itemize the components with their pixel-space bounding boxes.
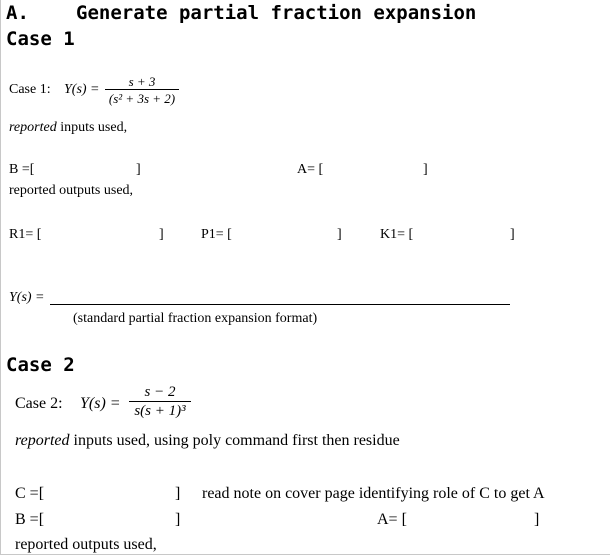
ys-answer-line (50, 304, 510, 305)
case1-numerator: s + 3 (128, 74, 156, 89)
case1-fraction (104, 74, 180, 107)
case1-label: Case 1: (9, 82, 51, 97)
k1-field: K1= [ (380, 227, 414, 242)
case2-heading: Case 2 (6, 354, 75, 376)
p1-field: P1= [ (201, 227, 232, 242)
case2-a-field: A= [ (377, 511, 407, 528)
r1-close: ] (159, 227, 164, 242)
reported-word: reported (15, 432, 70, 449)
inputs-used-text: inputs used, using poly command first then residue (69, 432, 400, 449)
case2-inputs-label (15, 432, 400, 450)
case2-outputs-label: reported outputs used, (15, 536, 157, 553)
case2-b-field: B =[ (15, 511, 45, 528)
c-field: C =[ (15, 485, 45, 502)
case2-a-close: ] (534, 511, 540, 528)
case1-b-field: B =[ (9, 162, 35, 177)
reported-word: reported (9, 120, 57, 135)
case1-denominator: (s² + 3s + 2) (108, 91, 176, 106)
case2-denominator: s(s + 1)³ (134, 403, 186, 419)
case2-numerator: s − 2 (144, 384, 176, 400)
k1-close: ] (510, 227, 515, 242)
case1-outputs-label: reported outputs used, (9, 183, 134, 198)
cover-note: read note on cover page identifying role of C to get A (202, 485, 545, 502)
case1-a-field: A= [ (297, 162, 324, 177)
p1-close: ] (337, 227, 342, 242)
c-close: ] (175, 485, 181, 502)
ys-label: Y(s) = (9, 290, 45, 305)
case1-a-close: ] (423, 162, 428, 177)
case1-b-close: ] (136, 162, 141, 177)
inputs-used-text: inputs used, (56, 120, 128, 135)
r1-field: R1= [ (9, 227, 42, 242)
case2-fraction (126, 383, 194, 421)
page-left-edge (0, 0, 1, 555)
case1-heading: Case 1 (6, 28, 75, 50)
case2-label: Case 2: (15, 395, 63, 412)
case1-lhs: Y(s) = (64, 82, 100, 97)
case1-inputs-label (9, 120, 127, 136)
case2-b-close: ] (175, 511, 181, 528)
format-note: (standard partial fraction expansion format) (73, 311, 318, 326)
section-letter: A. (6, 2, 29, 24)
section-title: Generate partial fraction expansion (76, 2, 477, 24)
case2-lhs: Y(s) = (80, 395, 121, 412)
